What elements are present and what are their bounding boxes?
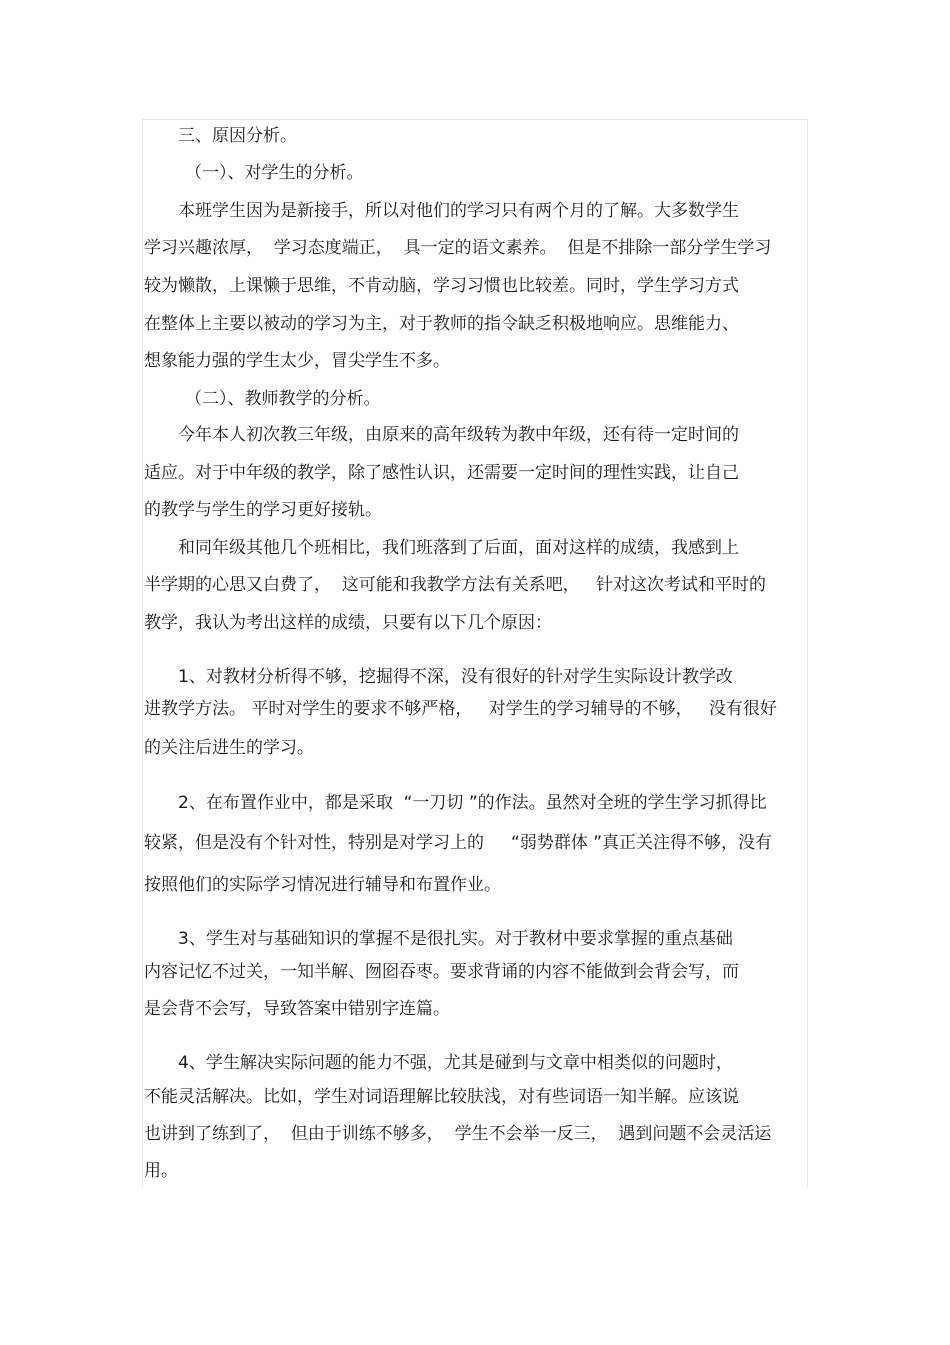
text-line: 学习兴趣浓厚， 学习态度端正， 具一定的语文素养。 但是不排除一部分学生学习 bbox=[144, 238, 772, 258]
text-line: 的教学与学生的学习更好接轨。 bbox=[144, 500, 382, 520]
text-line: 和同年级其他几个班相比，我们班落到了后面，面对这样的成绩，我感到上 bbox=[178, 538, 739, 558]
text-line: 按照他们的实际学习情况进行辅导和布置作业。 bbox=[144, 875, 501, 895]
text-line: 用。 bbox=[144, 1161, 178, 1181]
list-item-4: 4、学生解决实际问题的能力不强，尤其是碰到与文章中相类似的问题时， bbox=[178, 1053, 733, 1073]
text-line: 今年本人初次教三年级，由原来的高年级转为教中年级，还有待一定时间的 bbox=[178, 425, 739, 445]
heading-cause-analysis: 三、原因分析。 bbox=[178, 126, 297, 146]
text-line: 也讲到了练到了， 但由于训练不够多， 学生不会举一反三， 遇到问题不会灵活运 bbox=[144, 1124, 772, 1144]
text-line: 不能灵活解决。比如，学生对词语理解比较肤浅，对有些词语一知半解。应该说 bbox=[144, 1087, 739, 1107]
text-line: 较紧，但是没有个针对性，特别是对学习上的 “弱势群体 ”真正关注得不够，没有 bbox=[144, 833, 773, 853]
text-line: 内容记忆不过关，一知半解、囫囵吞枣。要求背诵的内容不能做到会背会写，而 bbox=[144, 962, 739, 982]
text-line: 适应。对于中年级的教学，除了感性认识，还需要一定时间的理性实践，让自己 bbox=[144, 463, 739, 483]
text-line: 想象能力强的学生太少，冒尖学生不多。 bbox=[144, 351, 450, 371]
text-line: 较为懒散，上课懒于思维，不肯动脑，学习习惯也比较差。同时，学生学习方式 bbox=[144, 276, 739, 296]
text-line: 本班学生因为是新接手，所以对他们的学习只有两个月的了解。大多数学生 bbox=[178, 201, 739, 221]
list-item-1: 1、对教材分析得不够，挖掘得不深，没有很好的针对学生实际设计教学改 bbox=[178, 667, 733, 687]
text-line: 是会背不会写，导致答案中错别字连篇。 bbox=[144, 999, 450, 1019]
text-line: 的关注后进生的学习。 bbox=[144, 738, 314, 758]
subheading-students: （一）、对学生的分析。 bbox=[185, 163, 364, 183]
text-line: 在整体上主要以被动的学习为主，对于教师的指令缺乏积极地响应。思维能力、 bbox=[144, 314, 739, 334]
subheading-teaching: （二）、教师教学的分析。 bbox=[185, 389, 381, 409]
text-line: 半学期的心思又白费了， 这可能和我教学方法有关系吧， 针对这次考试和平时的 bbox=[144, 575, 767, 595]
list-item-2: 2、在布置作业中，都是采取 “一刀切 ”的作法。虽然对全班的学生学习抓得比 bbox=[178, 793, 767, 813]
list-item-3: 3、学生对与基础知识的掌握不是很扎实。对于教材中要求掌握的重点基础 bbox=[178, 929, 733, 949]
text-line: 教学，我认为考出这样的成绩，只要有以下几个原因： bbox=[144, 613, 552, 633]
text-line: 进教学方法。 平时对学生的要求不够严格， 对学生的学习辅导的不够， 没有很好 bbox=[144, 699, 777, 719]
